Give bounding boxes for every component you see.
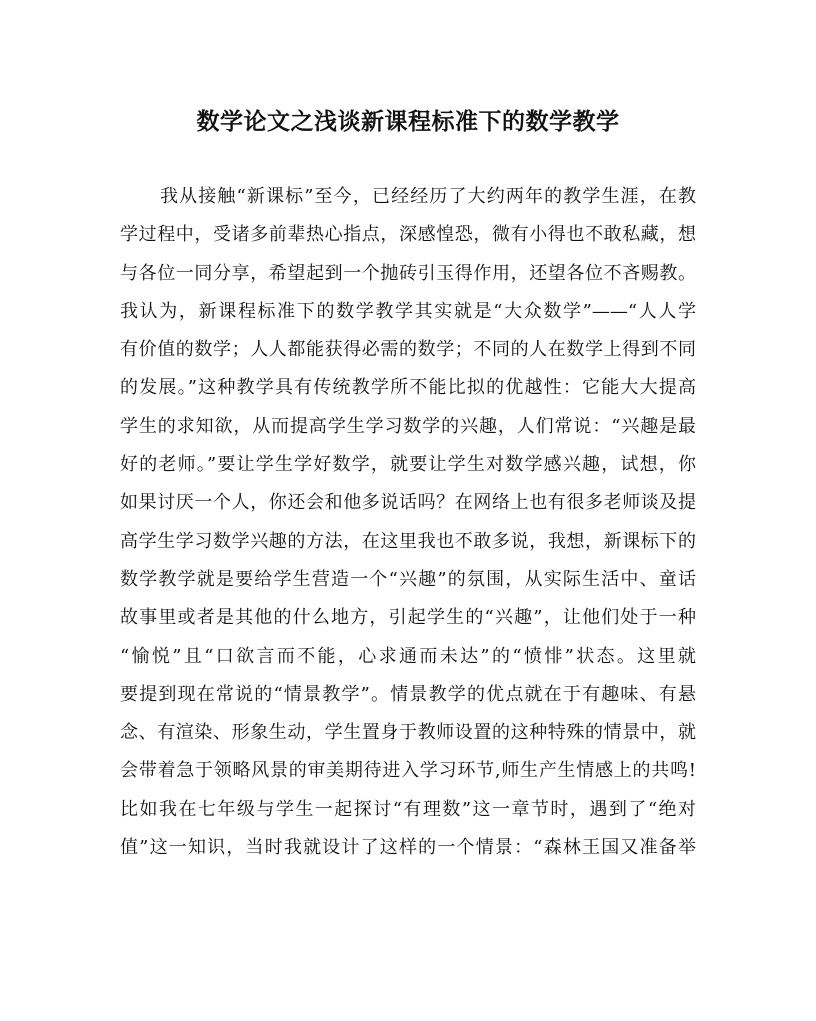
body-line: 会带着急于领略风景的审美期待进入学习环节,师生产生情感上的共鸣!: [120, 760, 696, 782]
body-line: “愉悦”且“口欲言而不能，心求通而未达”的“愤悱”状态。这里就: [120, 645, 696, 667]
body-line: 学过程中，受诸多前辈热心指点，深感惶恐，微有小得也不敢私藏，想: [120, 224, 696, 246]
body-line: 我从接触“新课标”至今，已经经历了大约两年的教学生涯，在教: [160, 186, 696, 207]
body-line: 数学教学就是要给学生营造一个“兴趣”的氛围，从实际生活中、童话: [120, 568, 696, 590]
body-line: 比如我在七年级与学生一起探讨“有理数”这一章节时，遇到了“绝对: [120, 798, 696, 820]
body-line: 高学生学习数学兴趣的方法，在这里我也不敢多说，我想，新课标下的: [120, 530, 696, 552]
body-line: 如果讨厌一个人，你还会和他多说话吗？在网络上也有很多老师谈及提: [120, 492, 696, 514]
body-line: 念、有渲染、形象生动，学生置身于教师设置的这种特殊的情景中，就: [120, 722, 696, 744]
body-line: 学生的求知欲，从而提高学生学习数学的兴趣，人们常说：“兴趣是最: [120, 415, 696, 437]
document-body: [120, 178, 696, 867]
body-line: 好的老师。”要让学生学好数学，就要让学生对数学感兴趣，试想，你: [120, 454, 696, 476]
body-line: 我认为，新课程标准下的数学教学其实就是“大众数学”——“人人学: [120, 300, 696, 322]
body-line: 故事里或者是其他的什么地方，引起学生的“兴趣”，让他们处于一种: [120, 607, 696, 629]
body-line: 值”这一知识，当时我就设计了这样的一个情景：“森林王国又准备举: [120, 837, 696, 859]
body-line: 有价值的数学；人人都能获得必需的数学；不同的人在数学上得到不同: [120, 339, 696, 361]
body-line: 要提到现在常说的“情景教学”。情景教学的优点就在于有趣味、有悬: [120, 683, 696, 705]
body-line: 的发展。”这种教学具有传统教学所不能比拟的优越性：它能大大提高: [120, 377, 696, 399]
document-title: 数学论文之浅谈新课程标准下的数学教学: [196, 108, 620, 135]
body-line: 与各位一同分享，希望起到一个抛砖引玉得作用，还望各位不吝赐教。: [120, 262, 696, 284]
